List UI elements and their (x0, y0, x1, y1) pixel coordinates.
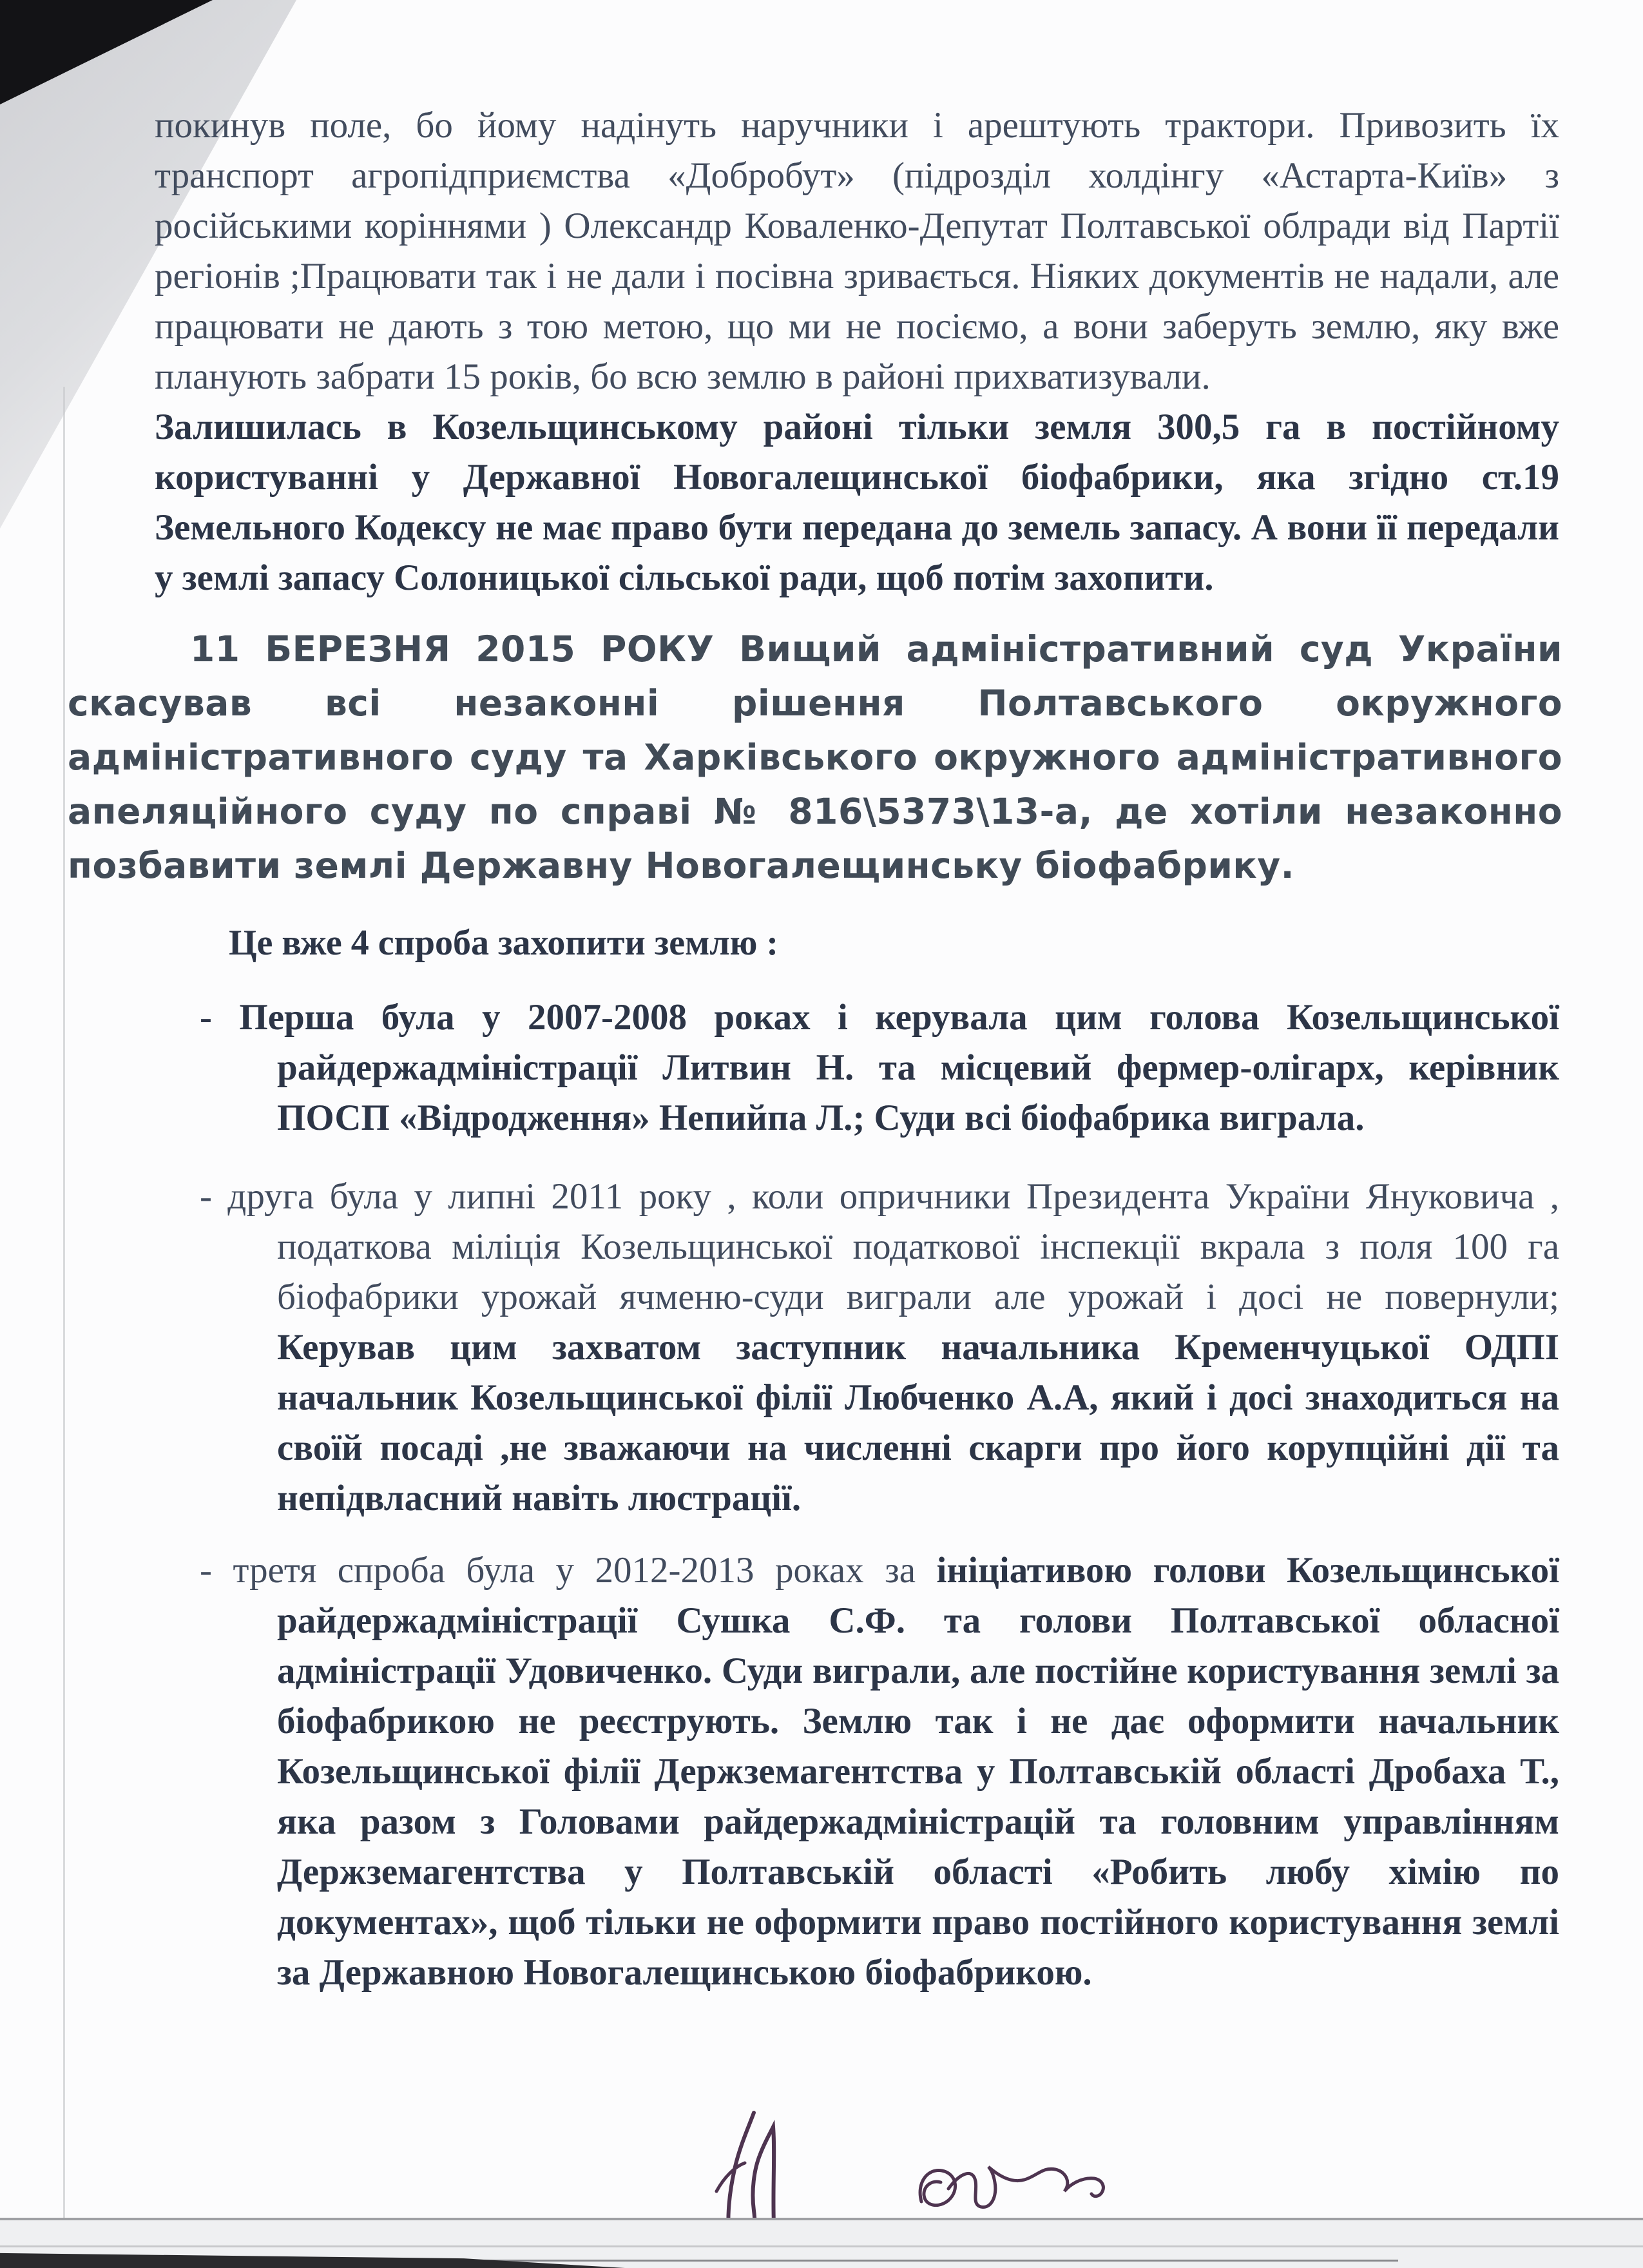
attempt-list-item-1 (200, 993, 1559, 1143)
page-left-edge-shadow (63, 387, 65, 2220)
attempt-1-bold-text: - Перша була у 2007-2008 роках і керувала цим голова Козельщинської райдержадміністрації Литвин Н. та місцевий фермер-олігарх, керівник ПОСП «Відродження» Непийпа Л.; Суди всі біофабрика виграла. (200, 997, 1559, 1138)
attempt-2-bold-text: Керував цим захватом заступник начальника Кременчуцької ОДПІ начальник Козельщинської філії Любченко А.А, який і досі знаходиться на своїй посаді ,не зважаючи на численні скарги про його корупційні дії та непідвласний навіть люстрації. (277, 1327, 1559, 1518)
attempt-list-item-2 (200, 1172, 1559, 1524)
attempts-heading: Це вже 4 спроба захопити землю : (229, 923, 779, 963)
attempt-3-bold-text: ініціативою голови Козельщинської райдержадміністрації Сушка С.Ф. та голови Полтавської обласної адміністрації Удовиченко. Суди виграли, але постійне користування землі за біофабрикою не реєструють. Землю так і не дає оформити начальник Козельщинської філії Держземагентства у Полтавській області Дробаха Т., яка разом з Головами райдержадміністрацій та головним управлінням Держземагентства у Полтавській області «Робить любу хімію по документах», щоб тільки не оформити право постійного користування землі за Державною Новогалещинською біофабрикою. (277, 1550, 1559, 1993)
attempt-list-item-3 (200, 1546, 1559, 1998)
attempt-3-regular-text: - третя спроба була у 2012-2013 роках за (200, 1550, 937, 1591)
court-decision-paragraph: 11 БЕРЕЗНЯ 2015 РОКУ Вищий адміністративний суд України скасував всі незаконні рішення Полтавського окружного адміністративного суду та Харківського окружного адміністративного апеляційного суду по справі № 816\5373\13-а, де хотіли незаконно позбавити землі Державну Новогалещинську біофабрику. (68, 628, 1562, 886)
scan-bottom-edge-line-2 (0, 2245, 1643, 2247)
attempt-2-regular-text: - друга була у липні 2011 року , коли опричники Президента України Януковича , податкова міліція Козельщинської податкової інспекції вкрала з поля 100 га біофабрики урожай ячменю-суди виграли але урожай і досі не повернули; (200, 1176, 1559, 1317)
body-paragraph (155, 101, 1559, 603)
body-paragraph-bold-text: Залишилась в Козельщинському районі тільки земля 300,5 га в постійному користуванні у Державної Новогалещинської біофабрики, яка згідно ст.19 Земельного Кодексу не має право бути передана до земель запасу. А вони її передали у землі запасу Солоницької сільської ради, щоб потім захопити. (155, 407, 1559, 598)
body-paragraph-regular-text: покинув поле, бо йому надінуть наручники і арештують трактори. Привозить їх транспорт агропідприємства «Добробут» (підрозділ холдінгу «Астарта-Київ» з російськими коріннями ) Олександр Коваленко-Депутат Полтавської облради від Партії регіонів ;Працювати так і не дали і посівна зривається. Ніяких документів не надали, але працювати не дають з тою метою, що ми не посіємо, а вони заберуть землю, яку вже планують забрати 15 років, бо всю землю в районі прихватизували. (155, 105, 1559, 397)
scan-bottom-edge-line (0, 2218, 1643, 2220)
